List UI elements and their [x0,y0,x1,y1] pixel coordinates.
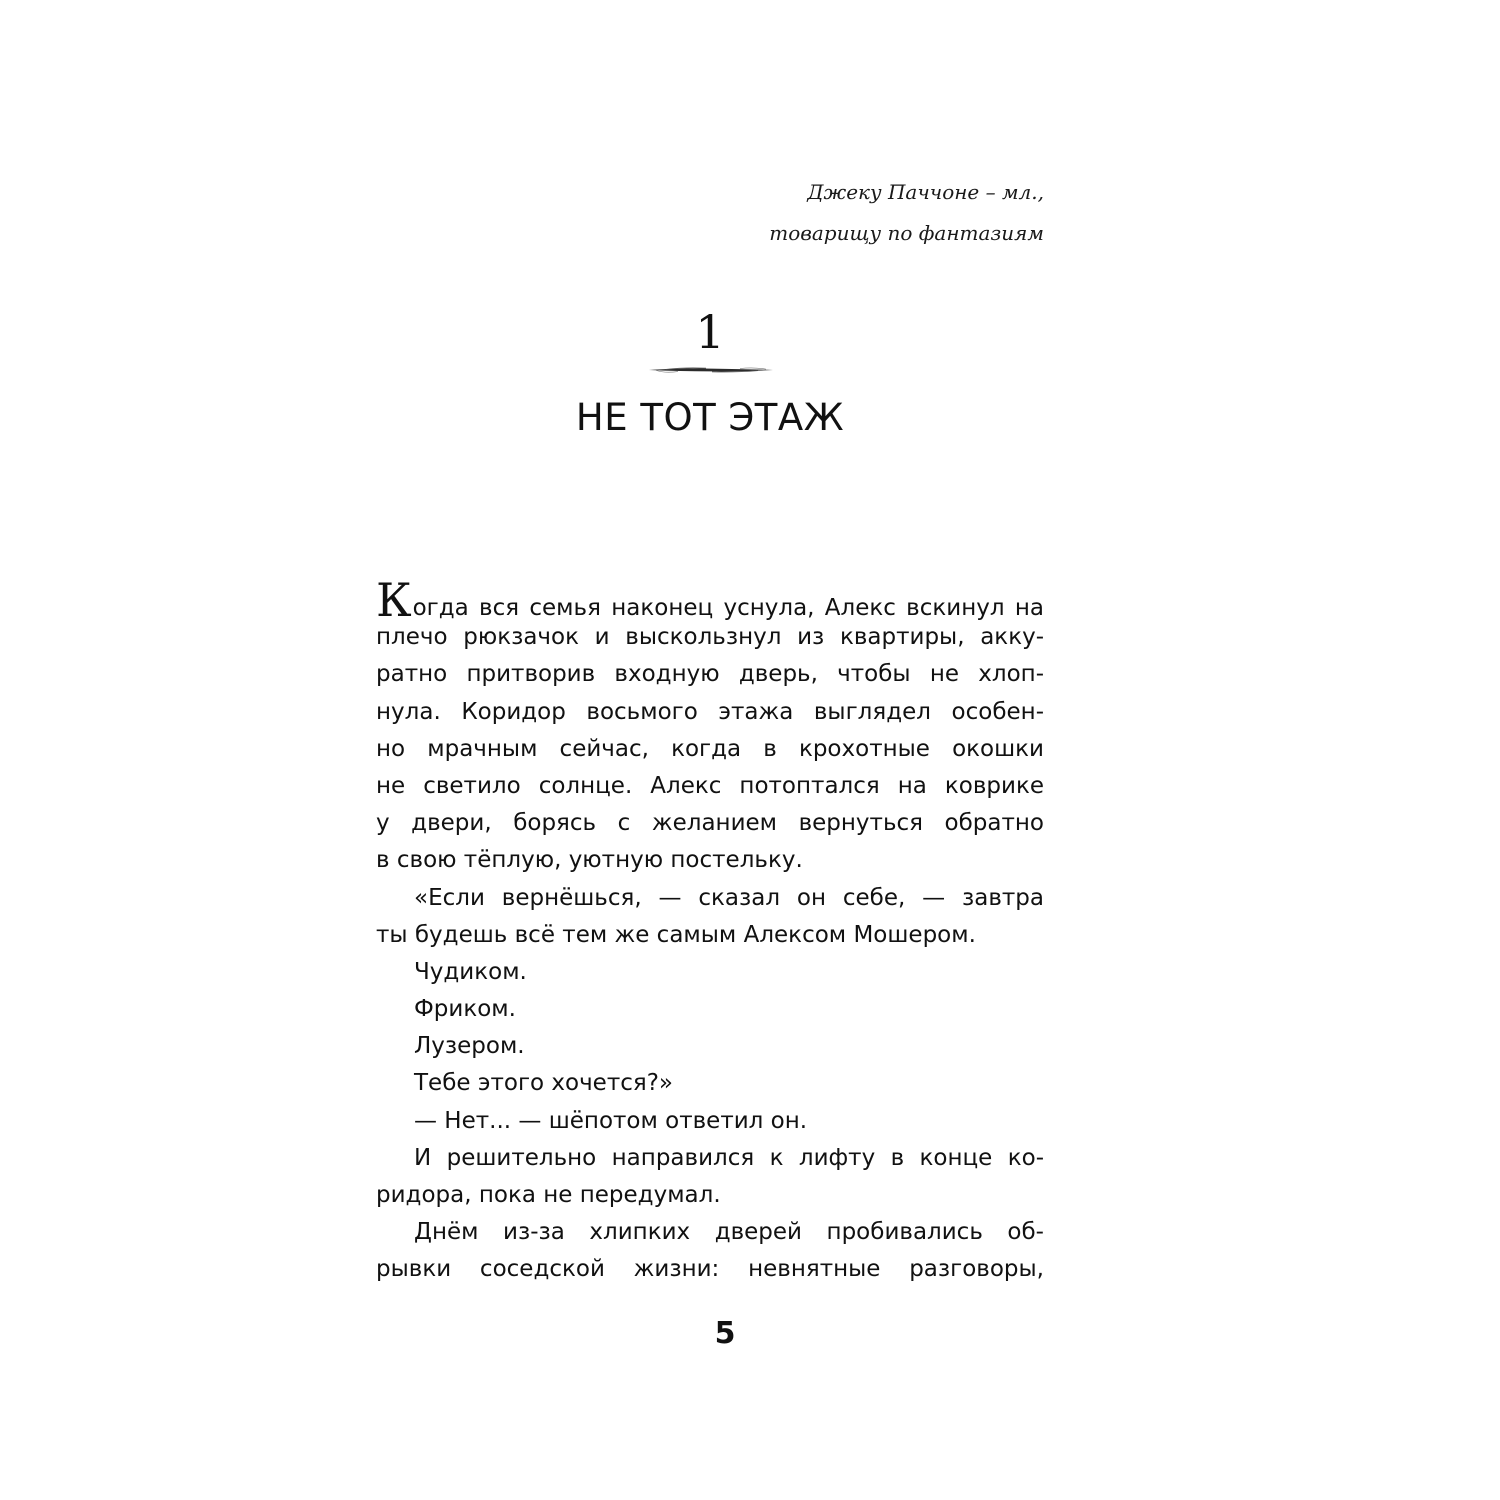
text-line: в свою тёплую, уютную постельку. [376,847,803,874]
drop-cap: К [376,573,412,627]
chapter-title: НЕ ТОТ ЭТАЖ [575,396,845,439]
text-line: Фриком. [414,996,516,1023]
text-line: плечо рюкзачок и выскользнул из квартиры, акку- [376,624,1044,651]
text-line: — Нет... — шёпотом ответил он. [414,1107,808,1134]
text-line: нула. Коридор восьмого этажа выглядел особен- [376,698,1044,725]
dedication-line-2: товарищу по фантазиям [769,221,1044,245]
text-line: И решительно направился к лифту в конце ко- [414,1144,1044,1171]
text-line: рывки соседской жизни: невнятные разговоры, [376,1256,1044,1283]
text-line: Днём из-за хлипких дверей пробивались об- [414,1219,1044,1246]
text-line: не светило солнце. Алекс потоптался на коврике [376,772,1044,799]
dedication [769,172,1044,254]
text-line: Когда вся семья наконец уснула, Алекс вскинул на [376,573,1044,627]
text-line: Лузером. [414,1033,525,1060]
text-line: «Если вернёшься, — сказал он себе, — завтра [414,884,1044,911]
page-number: 5 [714,1316,736,1351]
dedication-line-1: Джеку Паччоне – мл., [807,180,1044,204]
ink-flourish-divider-icon [648,363,774,377]
text-line: Чудиком. [414,958,527,985]
chapter-number: 1 [695,305,725,359]
text-line: у двери, борясь с желанием вернуться обратно [376,810,1044,837]
text-line: ридора, пока не передумал. [376,1182,721,1208]
text-line: ты будешь всё тем же самым Алексом Мошером. [376,921,976,948]
text-line: Тебе этого хочется?» [414,1070,673,1097]
text-line: ратно притворив входную дверь, чтобы не хлоп- [376,661,1044,688]
text-line: но мрачным сейчас, когда в крохотные окошки [376,735,1044,762]
body-text [376,573,1044,1289]
